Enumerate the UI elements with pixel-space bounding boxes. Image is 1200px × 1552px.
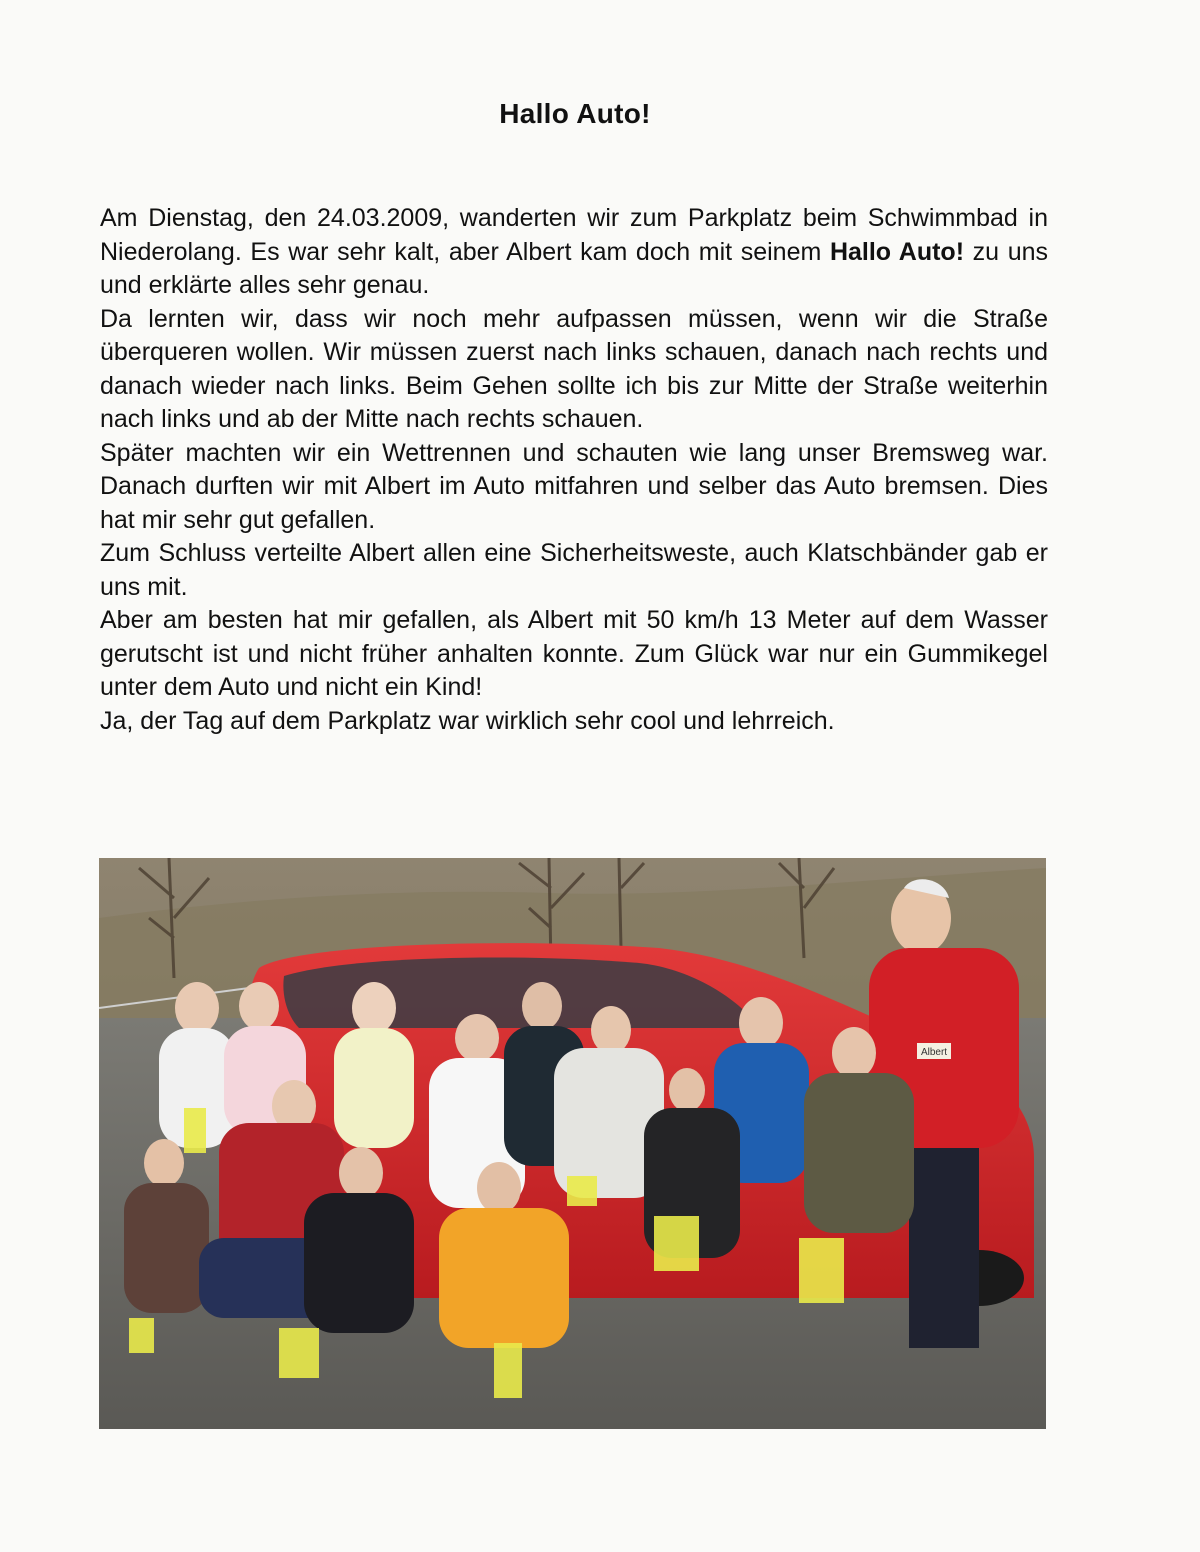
paragraph-crossing-rules: Da lernten wir, dass wir noch mehr aufpassen müssen, wenn wir die Straße überqueren wollen. Wir müssen zuerst nach links schauen, danach nach rechts und danach wieder nach links. Beim Gehen sollte ich bis zur Mitte der Straße weiterhin nach links und ab der Mitte nach rechts schauen. — [100, 304, 1048, 433]
paragraph-conclusion: Ja, der Tag auf dem Parkplatz war wirklich sehr cool und lehrreich. — [100, 706, 835, 735]
document-body — [100, 202, 1048, 738]
paragraph-best-moment: Aber am besten hat mir gefallen, als Albert mit 50 km/h 13 Meter auf dem Wasser gerutscht ist und nicht früher anhalten konnte. Zum Glück war nur ein Gummikegel unter dem Auto und nicht ein Kind! — [100, 606, 1048, 701]
document-title: Hallo Auto! — [499, 98, 651, 129]
intro-text-after: zu uns und erklärte alles sehr genau. — [100, 237, 1049, 299]
group-photo — [99, 858, 1046, 1429]
paragraph-safety-vest: Zum Schluss verteilte Albert allen eine Sicherheitsweste, auch Klatschbänder gab er uns mit. — [100, 539, 1048, 601]
paragraph-intro — [100, 202, 1048, 303]
intro-text-before: Am Dienstag, den 24.03.2009, wanderten wir zum Parkplatz beim Schwimmbad in Niederolang. Es war sehr kalt, aber Albert kam doch mit seinem — [100, 204, 1048, 266]
albert-name-tag: Albert — [920, 1047, 948, 1058]
intro-bold-title: Hallo Auto! — [829, 237, 965, 266]
paragraph-braking: Später machten wir ein Wettrennen und schauten wie lang unser Bremsweg war. Danach durften wir mit Albert im Auto mitfahren und selber das Auto bremsen. Dies hat mir sehr gut gefallen. — [100, 438, 1048, 534]
group-photo-illustration — [99, 858, 1046, 1429]
